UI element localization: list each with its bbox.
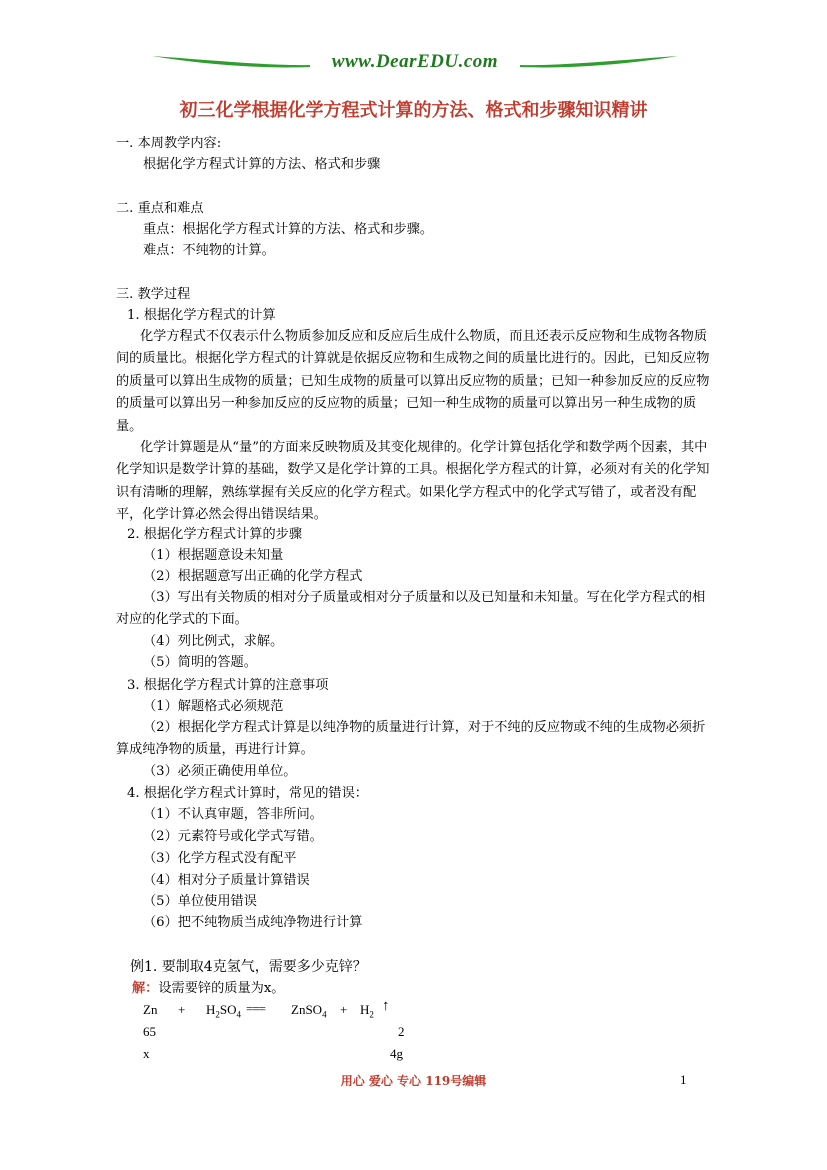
subsection-1-heading: 1. 根据化学方程式的计算 — [127, 308, 276, 323]
equation-zn: Zn — [143, 1002, 158, 1017]
step-1: （1）根据题意设未知量 — [143, 548, 284, 563]
subsection-2-heading: 2. 根据化学方程式计算的步骤 — [127, 527, 303, 542]
step-4: （4）列比例式，求解。 — [143, 634, 284, 649]
error-2: （2）元素符号或化学式写错。 — [143, 829, 323, 844]
page-footer: 用心 爱心 专心 119号编辑 — [340, 1074, 487, 1088]
equation-equals: === — [246, 1001, 265, 1016]
step-5: （5）简明的答题。 — [143, 655, 257, 670]
page-title: 初三化学根据化学方程式计算的方法、格式和步骤知识精讲 — [179, 100, 648, 121]
subsection-3-heading: 3. 根据化学方程式计算的注意事项 — [127, 678, 329, 693]
error-4: （4）相对分子质量计算错误 — [143, 873, 310, 888]
section-2-heading: 二. 重点和难点 — [116, 201, 204, 216]
paragraph-2: 化学计算题是从“量”的方面来反映物质及其变化规律的。化学计算包括化学和数学两个因素，其中化学知识是数学计算的基础，数学又是化学计算的工具。根据化学方程式的计算，必须对有关的化学知识有清晰的理解，熟练掌握有关反应的化学方程式。如果化学方程式中的化学式写错了，或者没有配平，化学计算必然会得出错误结果。 — [116, 440, 710, 523]
equation-hydrogen: $H_2$ — [360, 1002, 374, 1020]
section-1-heading: 一. 本周教学内容: — [116, 136, 222, 151]
equation-plus-2: + — [340, 1002, 348, 1017]
solution-label: 解： — [132, 981, 159, 996]
difficult-point: 难点：不纯物的计算。 — [143, 243, 275, 258]
subsection-4-heading: 4. 根据化学方程式计算时，常见的错误： — [127, 786, 368, 801]
mass-h2-known: 4g — [390, 1046, 403, 1061]
solution-text: 设需要锌的质量为x。 — [158, 981, 285, 996]
page-number: 1 — [680, 1072, 687, 1087]
error-5: （5）单位使用错误 — [143, 894, 257, 909]
example-question: 例1. 要制取4克氢气，需要多少克锌？ — [130, 959, 367, 975]
mass-zn-unknown: x — [143, 1046, 150, 1061]
solution-line — [132, 978, 285, 1000]
equation-zinc-sulfate: ZnSO$_4$ — [291, 1002, 327, 1020]
step-3: （3）写出有关物质的相对分子质量或相对分子质量和以及已知量和未知量。写在化学方程式的相对应的化学式的下面。 — [116, 590, 706, 628]
section-1-body: 根据化学方程式计算的方法、格式和步骤 — [143, 157, 381, 172]
note-2: （2）根据化学方程式计算是以纯净物的质量进行计算，对于不纯的反应物或不纯的生成物必须折算成纯净物的质量，再进行计算。 — [116, 720, 706, 758]
site-logo-text: www.DearEDU.com — [331, 51, 499, 72]
mass-h2-relative: 2 — [398, 1024, 405, 1039]
equation-plus-1: + — [178, 1002, 186, 1017]
gas-arrow-icon: ↑ — [382, 998, 390, 1014]
step-2: （2）根据题意写出正确的化学方程式 — [143, 569, 363, 584]
section-3-heading: 三. 教学过程 — [116, 287, 191, 302]
note-3: （3）必须正确使用单位。 — [143, 764, 297, 779]
paragraph-1: 化学方程式不仅表示什么物质参加反应和反应后生成什么物质，而且还表示反应物和生成物各物质间的质量比。根据化学方程式的计算就是依据反应物和生成物之间的质量比进行的。因此，已知反应物的质量可以算出生成物的质量；已知生成物的质量可以算出反应物的质量；已知一种参加反应的反应物的质量可以算出另一种参加反应的反应物的质量；已知一种生成物的质量可以算出另一种生成物的质量。 — [116, 329, 710, 434]
note-1: （1）解题格式必须规范 — [143, 699, 284, 714]
equation-sulfuric-acid: $H_2SO_4$ — [206, 1002, 242, 1020]
mass-zn-relative: 65 — [143, 1024, 156, 1039]
site-header — [150, 50, 680, 78]
error-1: （1）不认真审题，答非所问。 — [143, 807, 323, 822]
key-point: 重点：根据化学方程式计算的方法、格式和步骤。 — [143, 222, 434, 237]
error-6: （6）把不纯物质当成纯净物进行计算 — [143, 915, 363, 930]
error-3: （3）化学方程式没有配平 — [143, 851, 297, 866]
